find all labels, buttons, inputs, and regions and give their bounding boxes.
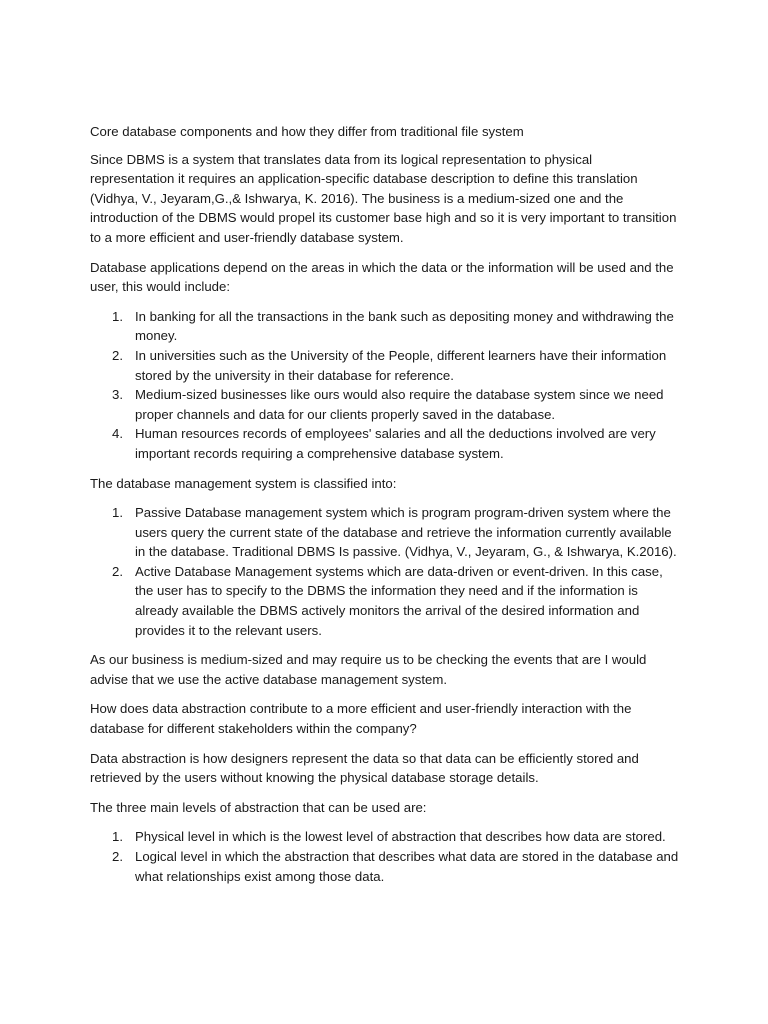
list-item — [90, 503, 680, 562]
list-item-number: 2. — [112, 563, 123, 579]
list-item-text: Logical level in which the abstraction that describes what data are stored in the database and what relationships exist among those data. — [135, 849, 679, 884]
list-item-text: In universities such as the University of the People, different learners have their information stored by the university in their database for reference. — [135, 347, 667, 383]
list-item-text: Passive Database management system which is program program-driven system where the users query the current state of the database and retrieve the information currently available in the database. Traditional DBMS Is passive. (Vidhya, V., Jeyaram, G., & Ishwarya, K.2016). — [135, 505, 677, 560]
applications-list — [90, 307, 680, 464]
abstraction-levels-list — [90, 827, 680, 886]
list-item-text: In banking for all the transactions in the bank such as depositing money and withdrawing the money. — [135, 308, 674, 344]
list-item-number: 2. — [112, 347, 123, 363]
document-page — [90, 122, 680, 896]
list-item — [90, 307, 680, 346]
dbms-types-list — [90, 503, 680, 640]
paragraph-abstraction-levels: The three main levels of abstraction that can be used are: — [90, 799, 427, 815]
list-item-number: 1. — [112, 308, 123, 324]
paragraph-database-applications: Database applications depend on the areas in which the data or the information will be used and the user, this would include: — [90, 259, 674, 295]
list-item-text: Active Database Management systems which are data-driven or event-driven. In this case, the user has to specify to the DBMS the information they need and if the information is already available the DBMS actively monitors the arrival of the desired information and provides it to the relevant users. — [135, 563, 663, 638]
list-item — [90, 346, 680, 385]
document-title: Core database components and how they differ from traditional file system — [90, 124, 524, 139]
list-item-number: 1. — [112, 829, 123, 845]
list-item-number: 3. — [112, 387, 123, 403]
list-item — [90, 562, 680, 640]
paragraph-classification: The database management system is classified into: — [90, 475, 397, 491]
list-item — [90, 847, 680, 886]
list-item-number: 2. — [112, 849, 123, 864]
list-item-text: Human resources records of employees' salaries and all the deductions involved are very important records requiring a comprehensive database system. — [135, 426, 656, 461]
list-item — [90, 827, 680, 847]
paragraph-data-abstraction: Data abstraction is how designers represent the data so that data can be efficiently stored and retrieved by the users without knowing the physical database storage details. — [90, 750, 639, 786]
list-item-text: Medium-sized businesses like ours would also require the database system since we need proper channels and data for our clients properly saved in the database. — [135, 387, 664, 422]
list-item-text: Physical level in which is the lowest level of abstraction that describes how data are stored. — [135, 829, 666, 845]
paragraph-question: How does data abstraction contribute to a more efficient and user-friendly interaction with the database for different stakeholders within the company? — [90, 701, 632, 737]
list-item-number: 1. — [112, 505, 123, 521]
paragraph-dbms-translation: Since DBMS is a system that translates data from its logical representation to physical representation it requires an application-specific database description to define this translation (Vidhya, V., Jeyaram,G.,& Ishwarya, K. 2016). The business is a medium-sized one and the introduction of the DBMS would propel its customer base high and so it is very important to transition to a more efficient and user-friendly database system. — [90, 151, 677, 245]
list-item — [90, 424, 680, 463]
list-item — [90, 385, 680, 424]
list-item-number: 4. — [112, 426, 123, 442]
paragraph-recommendation: As our business is medium-sized and may require us to be checking the events that are I would advise that we use the active database management system. — [90, 652, 647, 687]
